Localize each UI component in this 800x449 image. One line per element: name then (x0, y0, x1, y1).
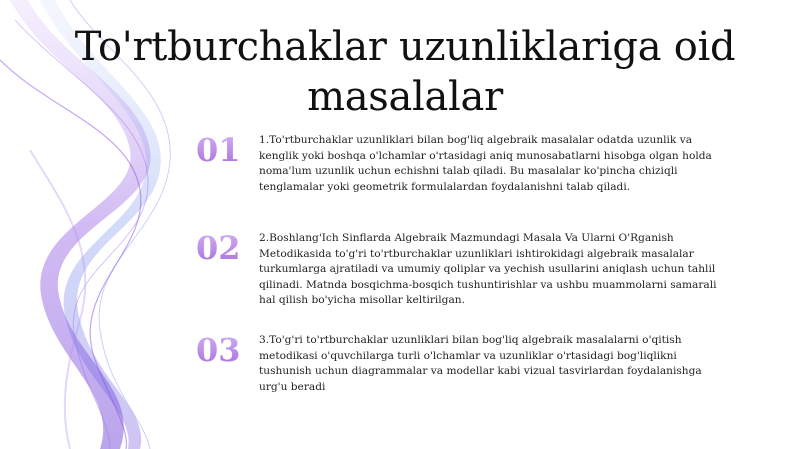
slide-title: To'rtburchaklar uzunliklariga oid masalalar (74, 24, 736, 120)
item-number: 02 (196, 229, 241, 267)
item-text: 2.Boshlang'Ich Sinflarda Algebraik Mazmundagi Masala Va Ularni O'Rganish Metodikasida to'g'ri to'rtburchaklar uzunliklari ishtirokidagi algebraik masalalar turkumlarga ajratiladi va umumiy qoliplar va yechish usullarini aniqlash uchun tahlil qilinadi. Matnda bosqichma-bosqich tushuntirishlar va ushbu muammolarni samarali hal qilish bo'yicha misollar keltirilgan. (259, 232, 717, 307)
item-number: 03 (196, 331, 241, 369)
item-text: 1.To'rtburchaklar uzunliklari bilan bog'liq algebraik masalalar odatda uzunlik va kenglik yoki boshqa o'lchamlar o'rtasidagi aniq munosabatlarni hisobga olgan holda noma'lum uzunlik uchun echishni talab qiladi. Bu masalalar ko'pincha chiziqli tenglamalar yoki geometrik formulalardan foydalanishni talab qiladi. (259, 134, 712, 193)
item-number: 01 (196, 131, 241, 169)
item-text: 3.To'g'ri to'rtburchaklar uzunliklari bilan bog'liq algebraik masalalarni o'qitish metodikasi o'quvchilarga turli o'lchamlar va uzunliklar o'rtasidagi bog'liqlikni tushunish uchun diagrammalar va modellar kabi vizual tasvirlardan foydalanishga urg'u beradi (259, 334, 702, 393)
